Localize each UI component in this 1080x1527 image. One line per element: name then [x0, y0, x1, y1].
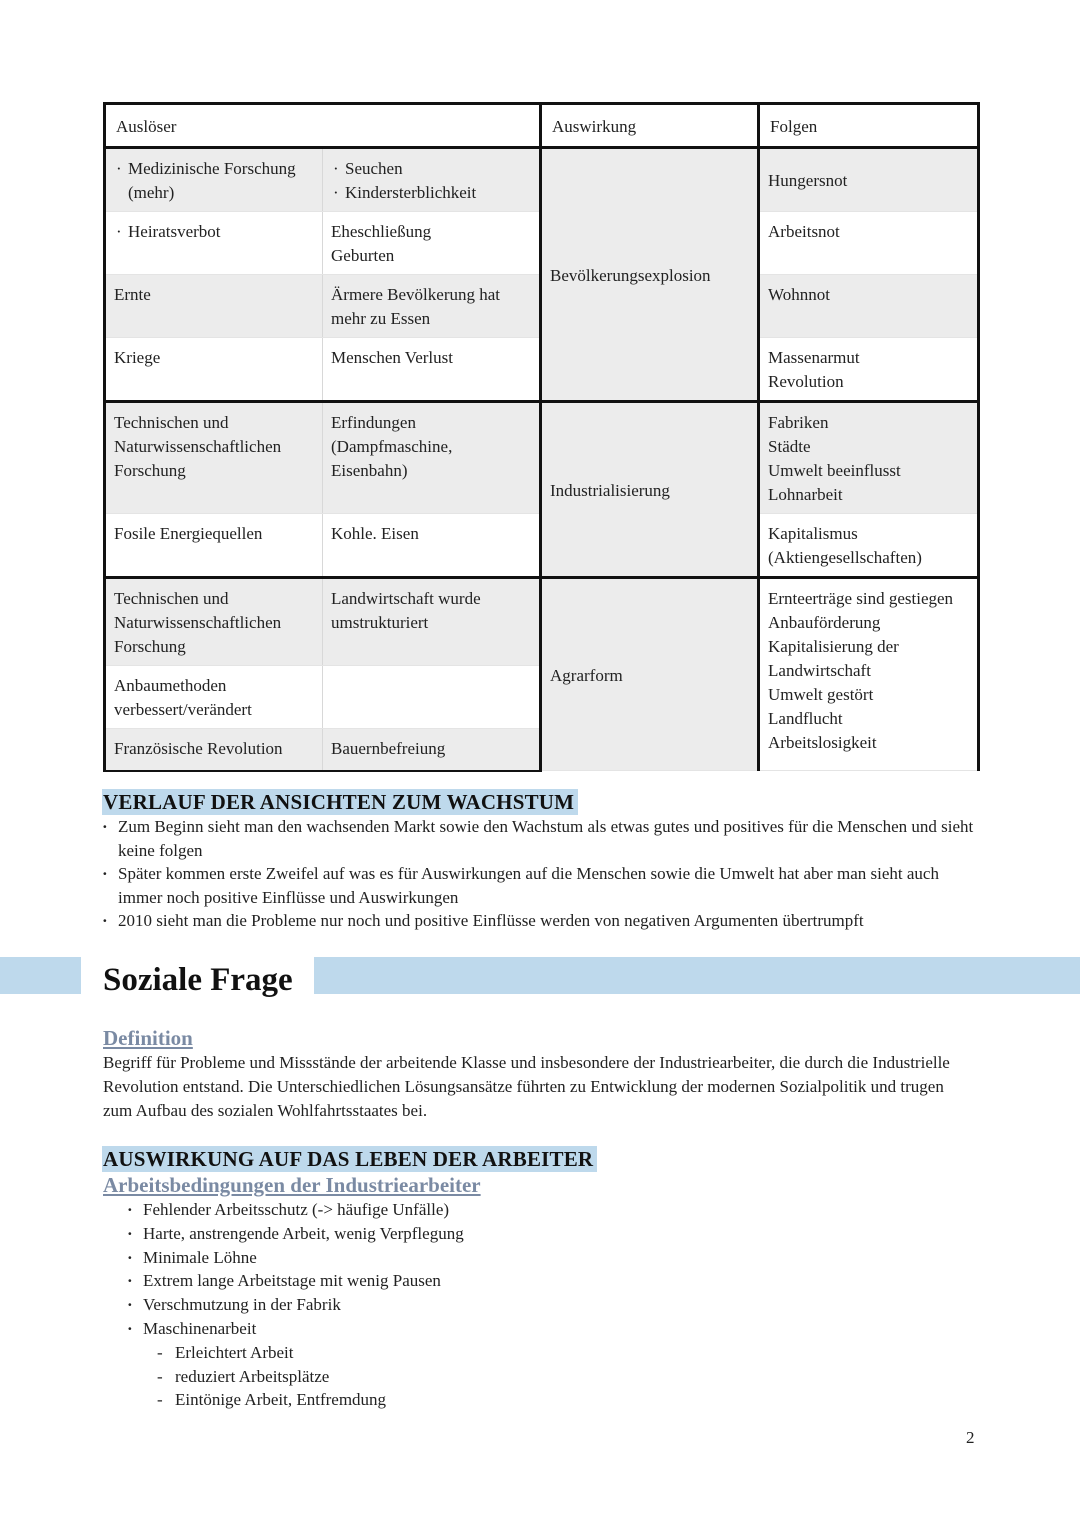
list-item: · Zum Beginn sieht man den wachsenden Markt sowie den Wachstum als etwas gutes und positives für die Menschen und sieht keine folgen: [100, 815, 980, 862]
maschinenarbeit-sublist: [157, 1341, 464, 1412]
list-item: · Verschmutzung in der Fabrik: [127, 1293, 464, 1317]
cause-text: · Medizinische Forschung (mehr): [114, 157, 314, 205]
header-ausloeser: Auslöser: [105, 104, 541, 148]
header-folgen: Folgen: [759, 104, 979, 148]
detail-cell: Landwirtschaft wurde umstrukturiert: [323, 578, 541, 666]
cause-cell: Technischen und Naturwissenschaftlichen Forschung: [105, 578, 323, 666]
verlauf-list: [100, 815, 980, 933]
detail-text: Geburten: [331, 246, 395, 265]
page-number: 2: [966, 1428, 975, 1447]
consequence-cell: Massenarmut Revolution: [759, 338, 979, 402]
detail-text: · Kindersterblichkeit: [331, 181, 531, 205]
detail-cell: Menschen Verlust: [323, 338, 541, 402]
detail-cell: Ärmere Bevölkerung hat mehr zu Essen: [323, 275, 541, 338]
table-row: [105, 148, 979, 212]
definition-text: Begriff für Probleme und Missstände der arbeitende Klasse und insbesondere der Industriearbeiter, die durch die Industrielle Revolution entstand. Die Unterschiedlichen Lösungsansätze führten zu Entwicklung der modernen Sozialpolitik und trugen zum Aufbau des sozialen Wohlfahrtsstaates bei.: [103, 1053, 950, 1120]
definition-heading: Definition: [103, 1026, 193, 1050]
causes-effects-table: [103, 102, 980, 772]
list-item: · Fehlender Arbeitsschutz (-> häufige Unfälle): [127, 1198, 464, 1222]
list-item: · Extrem lange Arbeitstage mit wenig Pausen: [127, 1269, 464, 1293]
sub-list-item: - reduziert Arbeitsplätze: [157, 1365, 464, 1389]
effect-cell: Agrarform: [541, 578, 759, 771]
detail-cell: [323, 666, 541, 729]
consequence-cell: Wohnnot: [759, 275, 979, 338]
cause-cell: Französische Revolution: [105, 729, 323, 771]
detail-cell: [323, 148, 541, 212]
cause-cell: Technischen und Naturwissenschaftlichen Forschung: [105, 402, 323, 514]
list-item: [127, 1317, 464, 1412]
table-row: [105, 402, 979, 514]
section-title: Soziale Frage: [103, 962, 293, 998]
list-item: · Minimale Löhne: [127, 1246, 464, 1270]
consequence-cell: Arbeitsnot: [759, 212, 979, 275]
list-item: · Später kommen erste Zweifel auf was es für Auswirkungen auf die Menschen sowie die Umwelt hat aber man sieht auch immer noch positive Einflüsse und Auswirkungen: [100, 862, 980, 909]
header-auswirkung: Auswirkung: [541, 104, 759, 148]
cause-cell: Kriege: [105, 338, 323, 402]
consequence-cell: Kapitalismus (Aktiengesellschaften): [759, 514, 979, 578]
arbeitsbedingungen-heading: Arbeitsbedingungen der Industriearbeiter: [103, 1173, 481, 1197]
arbeitsbedingungen-list: [127, 1198, 464, 1412]
consequence-cell: Hungersnot: [759, 148, 979, 212]
verlauf-heading: VERLAUF DER ANSICHTEN ZUM WACHSTUM: [102, 789, 578, 815]
detail-cell: Kohle. Eisen: [323, 514, 541, 578]
cause-cell: [105, 148, 323, 212]
list-item-label: Maschinenarbeit: [143, 1318, 257, 1338]
effect-cell: Industrialisierung: [541, 402, 759, 578]
sub-list-item: - Erleichtert Arbeit: [157, 1341, 464, 1365]
detail-cell: Erfindungen (Dampfmaschine, Eisenbahn): [323, 402, 541, 514]
consequence-cell: Ernteerträge sind gestiegen Anbauförderung Kapitalisierung der Landwirtschaft Umwelt gestört Landflucht Arbeitslosigkeit: [759, 578, 979, 771]
section-band-right: [314, 957, 1080, 994]
cause-text: · Heiratsverbot: [114, 220, 314, 244]
auswirkung-heading: AUSWIRKUNG AUF DAS LEBEN DER ARBEITER: [102, 1146, 597, 1172]
consequence-cell: Fabriken Städte Umwelt beeinflusst Lohnarbeit: [759, 402, 979, 514]
detail-text: Eheschließung: [331, 222, 432, 241]
list-item: · Harte, anstrengende Arbeit, wenig Verpflegung: [127, 1222, 464, 1246]
list-item: · 2010 sieht man die Probleme nur noch und positive Einflüsse werden von negativen Argumenten übertrumpft: [100, 909, 980, 933]
detail-cell: Bauernbefreiung: [323, 729, 541, 771]
section-band-left: [0, 957, 81, 994]
table-header-row: [105, 104, 979, 148]
table-row: [105, 578, 979, 666]
detail-text: · Seuchen: [331, 157, 531, 181]
cause-cell: [105, 212, 323, 275]
sub-list-item: - Eintönige Arbeit, Entfremdung: [157, 1388, 464, 1412]
cause-cell: Fosile Energiequellen: [105, 514, 323, 578]
cause-cell: Anbaumethoden verbessert/verändert: [105, 666, 323, 729]
effect-cell: Bevölkerungsexplosion: [541, 148, 759, 402]
cause-cell: Ernte: [105, 275, 323, 338]
detail-cell: [323, 212, 541, 275]
